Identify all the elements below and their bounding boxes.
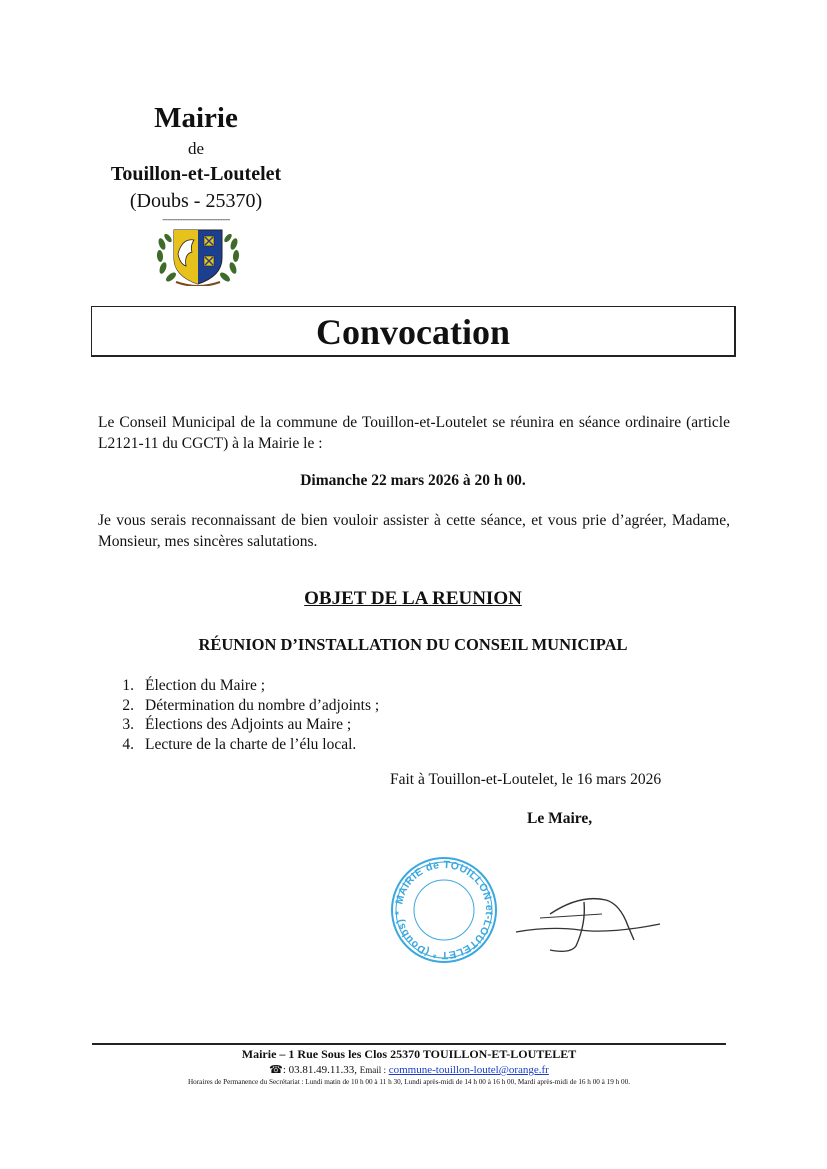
reunion-subheading: RÉUNION D’INSTALLATION DU CONSEIL MUNICIPAL [198, 635, 628, 654]
letterhead-commune: Touillon-et-Loutelet [110, 163, 282, 185]
objet-heading: OBJET DE LA REUNION [304, 588, 522, 609]
intro-paragraph: Le Conseil Municipal de la commune de Touillon-et-Loutelet se réunira en séance ordinaire (article L2121-11 du CGCT) à la Mairie le : [98, 414, 730, 452]
convocation-title: Convocation [315, 312, 510, 352]
footer-contact [92, 1063, 726, 1076]
mairie-stamp-icon [388, 856, 500, 964]
agenda-item [112, 676, 379, 696]
agenda-item-number: 3. [122, 716, 134, 733]
footer-email-label: Email : [359, 1065, 386, 1075]
footer-divider [92, 1043, 726, 1045]
agenda-item [112, 735, 379, 755]
footer-hours: Horaires de Permanence du Secrétariat : Lundi matin de 10 h 00 à 11 h 30, Lundi après-midi de 14 h 00 à 16 h 00, Mardi après-midi de 16 h 00 à 19 h 00. [187, 1078, 631, 1086]
svg-text:MAIRIE de TOUILLON-et-LOUTELET: MAIRIE de TOUILLON-et-LOUTELET * (Doubs) * [392, 858, 496, 962]
agenda-list [112, 676, 379, 754]
letterhead-de: de [187, 139, 205, 158]
agenda-item [112, 696, 379, 716]
telephone-icon: ☎: [269, 1064, 286, 1076]
footer-address: Mairie – 1 Rue Sous les Clos 25370 TOUILLON-ET-LOUTELET [241, 1047, 577, 1061]
letterhead-separator: --------------------------- [162, 214, 230, 224]
agenda-item-text: Élection du Maire ; [145, 677, 266, 694]
convocation-box [91, 306, 736, 357]
footer-email-link[interactable]: commune-touillon-loutel@orange.fr [388, 1064, 549, 1076]
letterhead-title: Mairie [154, 102, 238, 134]
agenda-item-number: 4. [122, 735, 134, 753]
mayor-signature-icon [510, 880, 670, 960]
agenda-item-number: 2. [122, 696, 134, 714]
footer-phone: 03.81.49.11.33, [288, 1064, 357, 1076]
closing-paragraph: Je vous serais reconnaissant de bien vouloir assister à cette séance, et vous prie d’agréer, Madame, Monsieur, mes sincères salutations. [98, 512, 730, 550]
agenda-item [112, 715, 379, 735]
letterhead-department: (Doubs - 25370) [129, 190, 263, 212]
signatory: Le Maire, [527, 810, 593, 827]
meeting-date: Dimanche 22 mars 2026 à 20 h 00. [300, 472, 526, 489]
place-and-date: Fait à Touillon-et-Loutelet, le 16 mars 2026 [390, 771, 662, 788]
agenda-item-number: 1. [122, 677, 134, 694]
letterhead [90, 98, 302, 224]
agenda-item-text: Élections des Adjoints au Maire ; [145, 716, 352, 733]
agenda-item-text: Détermination du nombre d’adjoints ; [145, 696, 380, 714]
agenda-item-text: Lecture de la charte de l’élu local. [145, 735, 357, 753]
coat-of-arms-icon [154, 224, 242, 286]
